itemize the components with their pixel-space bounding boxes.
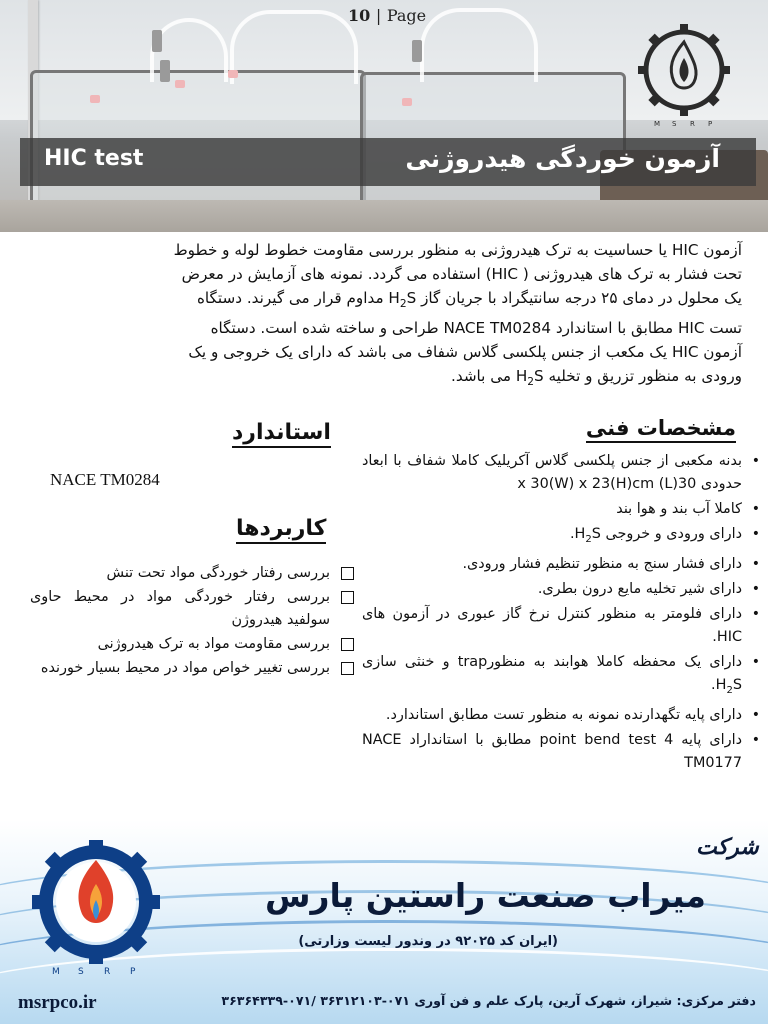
- intro-line: یک محلول در دمای ۲۵ درجه سانتیگراد با جریان گاز $H_2S$ مداوم قرار می گیرند. دستگاه: [196, 289, 742, 311]
- spec-item: • دارای پایه 4 point bend test مطابق با استانداراد NACE TM0177: [362, 729, 742, 775]
- intro-paragraph: [28, 238, 742, 394]
- logo-letter: P: [130, 967, 136, 977]
- company-logo-large-icon: [30, 838, 162, 978]
- bullet-icon: •: [751, 453, 760, 469]
- logo-letter: M: [52, 967, 60, 977]
- logo-letter: P: [708, 120, 713, 128]
- bullet-icon: •: [751, 555, 760, 572]
- logo-letter: R: [104, 967, 111, 977]
- logo-letter: S: [672, 120, 677, 128]
- company-name: میراب صنعت راستین پارس: [264, 876, 706, 915]
- application-item: بررسی رفتار خوردگی مواد تحت تنش: [30, 562, 330, 585]
- standard-heading: استاندارد: [232, 420, 331, 448]
- specs-list: [362, 450, 760, 777]
- company-registration: (ایران کد ۹۲۰۲۵ در وندور لیست وزارتی): [298, 934, 558, 949]
- checkbox-icon: [341, 662, 354, 675]
- bullet-icon: •: [751, 653, 760, 670]
- website-link[interactable]: msrpco.ir: [18, 992, 97, 1013]
- checkbox-icon: [341, 591, 354, 604]
- company-logo-icon: [628, 18, 740, 130]
- application-item: بررسی تغییر خواص مواد در محیط بسیار خورنده: [30, 657, 330, 680]
- spec-item: • دارای فلومتر به منظور کنترل نرخ گاز عبوری در آزمون های HIC.: [362, 603, 742, 649]
- intro-line: تست HIC مطابق با استاندارد NACE TM0284 طراحی و ساخته شده است. دستگاه: [210, 319, 742, 338]
- logo-letter: R: [690, 120, 695, 128]
- title-persian: آزمون خوردگی هیدروژنی: [405, 144, 720, 173]
- intro-line: ورودی به منظور تزریق و تخلیه $H_2S$ می باشد.: [451, 367, 742, 389]
- title-english: HIC test: [44, 146, 144, 171]
- company-prefix: شرکت: [696, 834, 759, 860]
- spec-item: • دارای پایه تگهدارنده نمونه به منظور تست مطابق استاندارد.: [362, 704, 742, 727]
- bullet-icon: •: [751, 605, 760, 622]
- spec-item: • دارای شیر تخلیه مایع درون بطری.: [362, 578, 742, 601]
- spec-item: • بدنه مکعبی از جنس پلکسی گلاس آکریلیک کاملا شفاف با ابعاد حدودی 30(L) x 30(W) x 23(H)cm: [362, 450, 742, 496]
- applications-heading: کاربردها: [236, 516, 326, 544]
- intro-line: آزمون HIC یا حساسیت به ترک هیدروژنی به منظور بررسی مقاومت خطوط لوله و خطوط: [173, 241, 742, 259]
- footer-address: دفتر مرکزی: شیراز، شهرک آرین، پارک علم و فن آوری ۰۷۱-۳۶۳۱۲۱۰۳ /۰۷۱-۳۶۳۶۴۳۳۹: [221, 993, 756, 1008]
- application-item: بررسی مقاومت مواد به ترک هیدروژنی: [30, 633, 330, 656]
- applications-list: [30, 562, 356, 681]
- logo-letter: S: [78, 967, 84, 977]
- application-item: بررسی رفتار خوردگی مواد در محیط حاوی سولفید هیدروژن: [30, 586, 330, 632]
- bullet-icon: •: [751, 580, 760, 597]
- specs-heading: مشخصات فنی: [586, 416, 736, 443]
- spec-item: • دارای یک محفظه کاملا هوابند به منظورtrap و خنثی سازی $H_2S$.: [362, 651, 742, 702]
- standard-value: NACE TM0284: [50, 470, 160, 489]
- bullet-icon: •: [751, 501, 760, 517]
- intro-line: آزمون HIC یک مکعب از جنس پلکسی گلاس شفاف می باشد که دارای یک خروجی و یک: [188, 343, 742, 362]
- logo-letter: M: [654, 120, 661, 128]
- checkbox-icon: [341, 567, 354, 580]
- checkbox-icon: [341, 638, 354, 651]
- page-number: 10 | Page: [348, 6, 427, 25]
- spec-item: • کاملا آب بند و هوا بند: [362, 498, 742, 521]
- bullet-icon: •: [751, 526, 760, 542]
- bullet-icon: •: [751, 731, 760, 748]
- intro-line: تحت فشار به ترک های هیدروژنی ( HIC) استفاده می گردد. نمونه های آزمایش در معرض: [181, 265, 742, 283]
- spec-item: • دارای فشار سنج به منظور تنظیم فشار ورودی.: [362, 553, 742, 576]
- spec-item: • دارای ورودی و خروجی $H_2S$.: [362, 523, 742, 551]
- bullet-icon: •: [751, 706, 760, 723]
